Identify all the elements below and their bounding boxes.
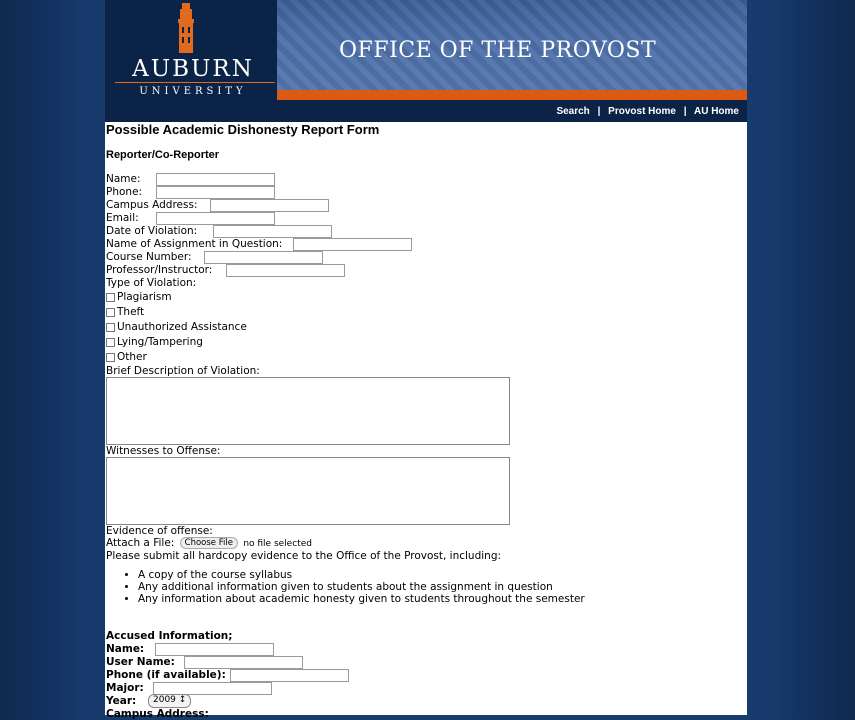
- plagiarism-checkbox[interactable]: [106, 293, 115, 302]
- nav-search[interactable]: Search: [556, 106, 590, 117]
- select-arrows-icon: ↕: [178, 695, 187, 705]
- tower-icon: [172, 3, 200, 55]
- nav-separator: |: [683, 106, 687, 117]
- theft-label: Theft: [117, 306, 145, 318]
- violation-option: [106, 351, 147, 363]
- list-item: • Any additional information given to students about the assignment in question: [138, 581, 585, 593]
- professor-label: Professor/Instructor:: [106, 264, 213, 276]
- assignment-label: Name of Assignment in Question:: [106, 238, 283, 250]
- accused-username-label: User Name:: [106, 656, 175, 668]
- accused-year-label: Year:: [106, 695, 137, 707]
- evidence-list: [120, 569, 585, 605]
- theft-checkbox[interactable]: [106, 308, 115, 317]
- reporter-heading: Reporter/Co-Reporter: [106, 149, 220, 161]
- unauthorized-checkbox[interactable]: [106, 323, 115, 332]
- witnesses-label: Witnesses to Offense:: [106, 445, 221, 457]
- type-violation-label: Type of Violation:: [106, 277, 197, 289]
- other-label: Other: [117, 351, 147, 363]
- description-label: Brief Description of Violation:: [106, 365, 260, 377]
- office-title: OFFICE OF THE PROVOST: [339, 38, 657, 63]
- violation-option: [106, 321, 247, 333]
- date-violation-label: Date of Violation:: [106, 225, 198, 237]
- list-item: • Any information about academic honesty given to students throughout the semester: [138, 593, 585, 605]
- violation-option: [106, 336, 203, 348]
- violation-option: [106, 306, 144, 318]
- lying-checkbox[interactable]: [106, 338, 115, 347]
- logo-name: AUBURN: [132, 56, 254, 82]
- email-label: Email:: [106, 212, 139, 224]
- attach-row: [106, 537, 312, 549]
- submit-note: Please submit all hardcopy evidence to the Office of the Provost, including:: [106, 550, 502, 562]
- unauthorized-label: Unauthorized Assistance: [117, 321, 247, 333]
- auburn-logo[interactable]: [105, 0, 277, 100]
- nav-au-home[interactable]: AU Home: [693, 106, 739, 117]
- date-violation-input[interactable]: [213, 225, 332, 238]
- evidence-label: Evidence of offense:: [106, 525, 213, 537]
- nav-separator: |: [597, 106, 601, 117]
- orange-bar: [277, 90, 747, 100]
- lying-label: Lying/Tampering: [117, 336, 203, 348]
- assignment-input[interactable]: [293, 238, 412, 251]
- other-checkbox[interactable]: [106, 353, 115, 362]
- phone-label: Phone:: [106, 186, 143, 198]
- no-file-text: no file selected: [243, 539, 312, 549]
- list-item: • A copy of the course syllabus: [138, 569, 585, 581]
- violation-option: [106, 291, 172, 303]
- logo-rule: [115, 82, 275, 83]
- accused-phone-input[interactable]: [230, 669, 349, 682]
- choose-file-button[interactable]: Choose File: [180, 537, 238, 549]
- reporter-email-input[interactable]: [156, 212, 275, 225]
- course-number-label: Course Number:: [106, 251, 192, 263]
- top-nav: [556, 106, 739, 117]
- logo-subtitle: UNIVERSITY: [139, 86, 247, 97]
- course-number-input[interactable]: [204, 251, 323, 264]
- accused-username-input[interactable]: [184, 656, 303, 669]
- plagiarism-label: Plagiarism: [117, 291, 172, 303]
- description-textarea[interactable]: [106, 377, 510, 445]
- witnesses-textarea[interactable]: [106, 457, 510, 525]
- accused-phone-label: Phone (if available):: [106, 669, 226, 681]
- accused-heading: Accused Information;: [106, 630, 233, 642]
- name-label: Name:: [106, 173, 141, 185]
- reporter-phone-input[interactable]: [156, 186, 275, 199]
- page-container: [105, 0, 747, 720]
- year-select[interactable]: [148, 694, 191, 708]
- accused-name-label: Name:: [106, 643, 145, 655]
- reporter-name-input[interactable]: [156, 173, 275, 186]
- accused-name-input[interactable]: [155, 643, 274, 656]
- reporter-address-input[interactable]: [210, 199, 329, 212]
- nav-provost-home[interactable]: Provost Home: [608, 106, 676, 117]
- header-banner: [105, 0, 747, 122]
- accused-campus-label: Campus Address:: [106, 708, 209, 720]
- header-photo: [277, 0, 747, 90]
- form-title: Possible Academic Dishonesty Report Form: [106, 122, 380, 137]
- professor-input[interactable]: [226, 264, 345, 277]
- attach-label: Attach a File:: [106, 537, 175, 549]
- campus-address-label: Campus Address:: [106, 199, 198, 211]
- accused-major-label: Major:: [106, 682, 144, 694]
- year-value: 2009: [153, 695, 176, 705]
